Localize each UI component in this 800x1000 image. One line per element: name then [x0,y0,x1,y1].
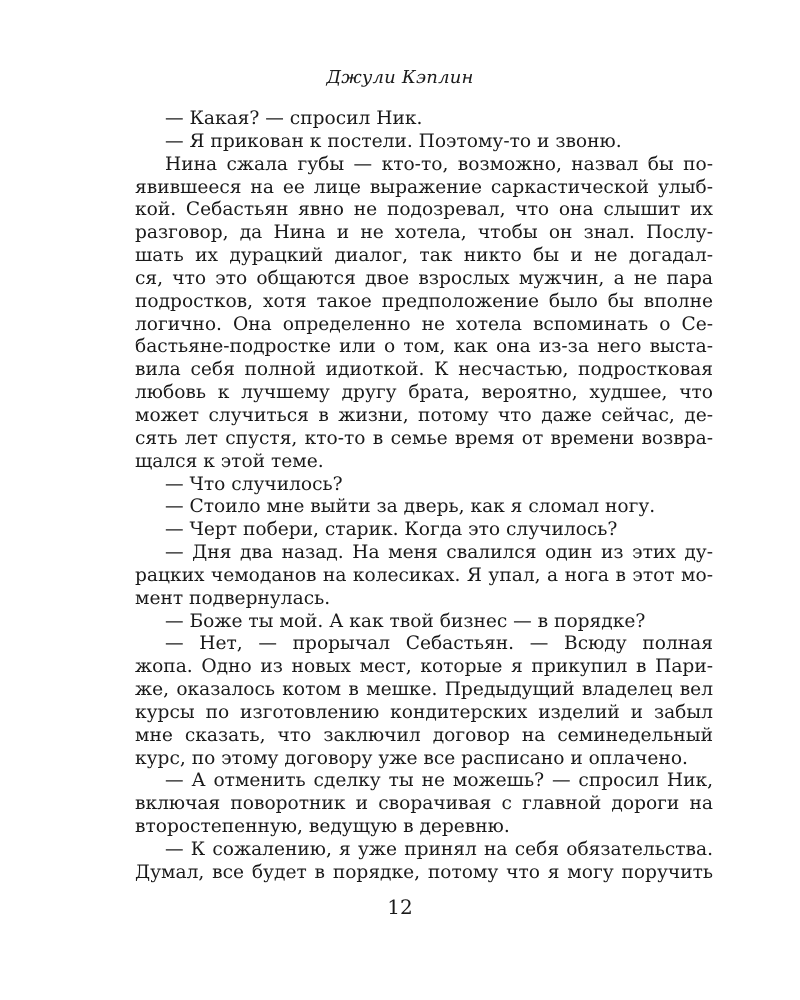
text-line: может случиться в жизни, потому что даже сейчас, де- [135,404,713,426]
text-line: явившееся на ее лице выражение саркастической улыб- [135,176,713,198]
text-line: подростков, хотя такое предположение было бы вполне [135,290,713,312]
text-line: — Стоило мне выйти за дверь, как я сломал ногу. [165,496,656,518]
text-line: включая поворотник и сворачивая с главной дороги на [135,793,713,815]
text-line: Думал, все будет в порядке, потому что я могу поручить [135,861,713,883]
text-line: Нина сжала губы — кто-то, возможно, назвал бы по- [165,153,713,175]
page-number: 12 [387,895,413,919]
text-line: мент подвернулась. [135,587,331,609]
text-line: — Что случилось? [165,473,343,495]
text-line: — Я прикован к постели. Поэтому-то и звоню. [165,130,622,152]
text-line: курс, по этому договору уже все расписано и оплачено. [135,747,688,769]
text-line: разговор, да Нина и не хотела, чтобы он знал. Послу- [135,222,713,244]
text-line: второстепенную, ведущую в деревню. [135,816,510,838]
text-line: курсы по изготовлению кондитерских изделий и забыл [135,701,713,723]
text-line: мне сказать, что заключил договор на семинедельный [135,724,713,746]
text-line: шать их дурацкий диалог, так никто бы и не догадал- [135,245,713,267]
text-line: рацких чемоданов на колесиках. Я упал, а нога в этот мо- [135,564,713,586]
text-line: — Дня два назад. На меня свалился один из этих ду- [165,542,713,564]
text-line: же, оказалось котом в мешке. Предыдущий владелец вел [135,679,713,701]
text-line: любовь к лучшему другу брата, вероятно, худшее, что [135,382,713,404]
text-line: кой. Себастьян явно не подозревал, что она слышит их [135,199,713,221]
body-text [135,108,713,885]
text-line: — К сожалению, я уже принял на себя обязательства. [165,839,713,860]
text-line: — Черт побери, старик. Когда это случилось? [165,519,618,541]
text-line: — А отменить сделку ты не можешь? — спросил Ник, [165,770,713,792]
running-head: Джули Кэплин [326,67,474,88]
text-line: — Боже ты мой. А как твой бизнес — в порядке? [165,610,646,632]
text-line: ся, что это общаются двое взрослых мужчин, а не пара [135,267,713,289]
text-line: сять лет спустя, кто-то в семье время от времени возвра- [135,427,713,449]
text-line: — Какая? — спросил Ник. [165,108,423,129]
text-line: бастьяне-подростке или о том, как она из-за него выста- [135,336,713,358]
text-line: щался к этой теме. [135,450,324,472]
text-line: вила себя полной идиоткой. К несчастью, подростковая [135,359,713,381]
text-line: логично. Она определенно не хотела вспоминать о Се- [135,313,713,335]
text-line: жопа. Одно из новых мест, которые я прикупил в Пари- [135,656,713,678]
text-line: — Нет, — прорычал Себастьян. — Всюду полная [165,633,713,655]
